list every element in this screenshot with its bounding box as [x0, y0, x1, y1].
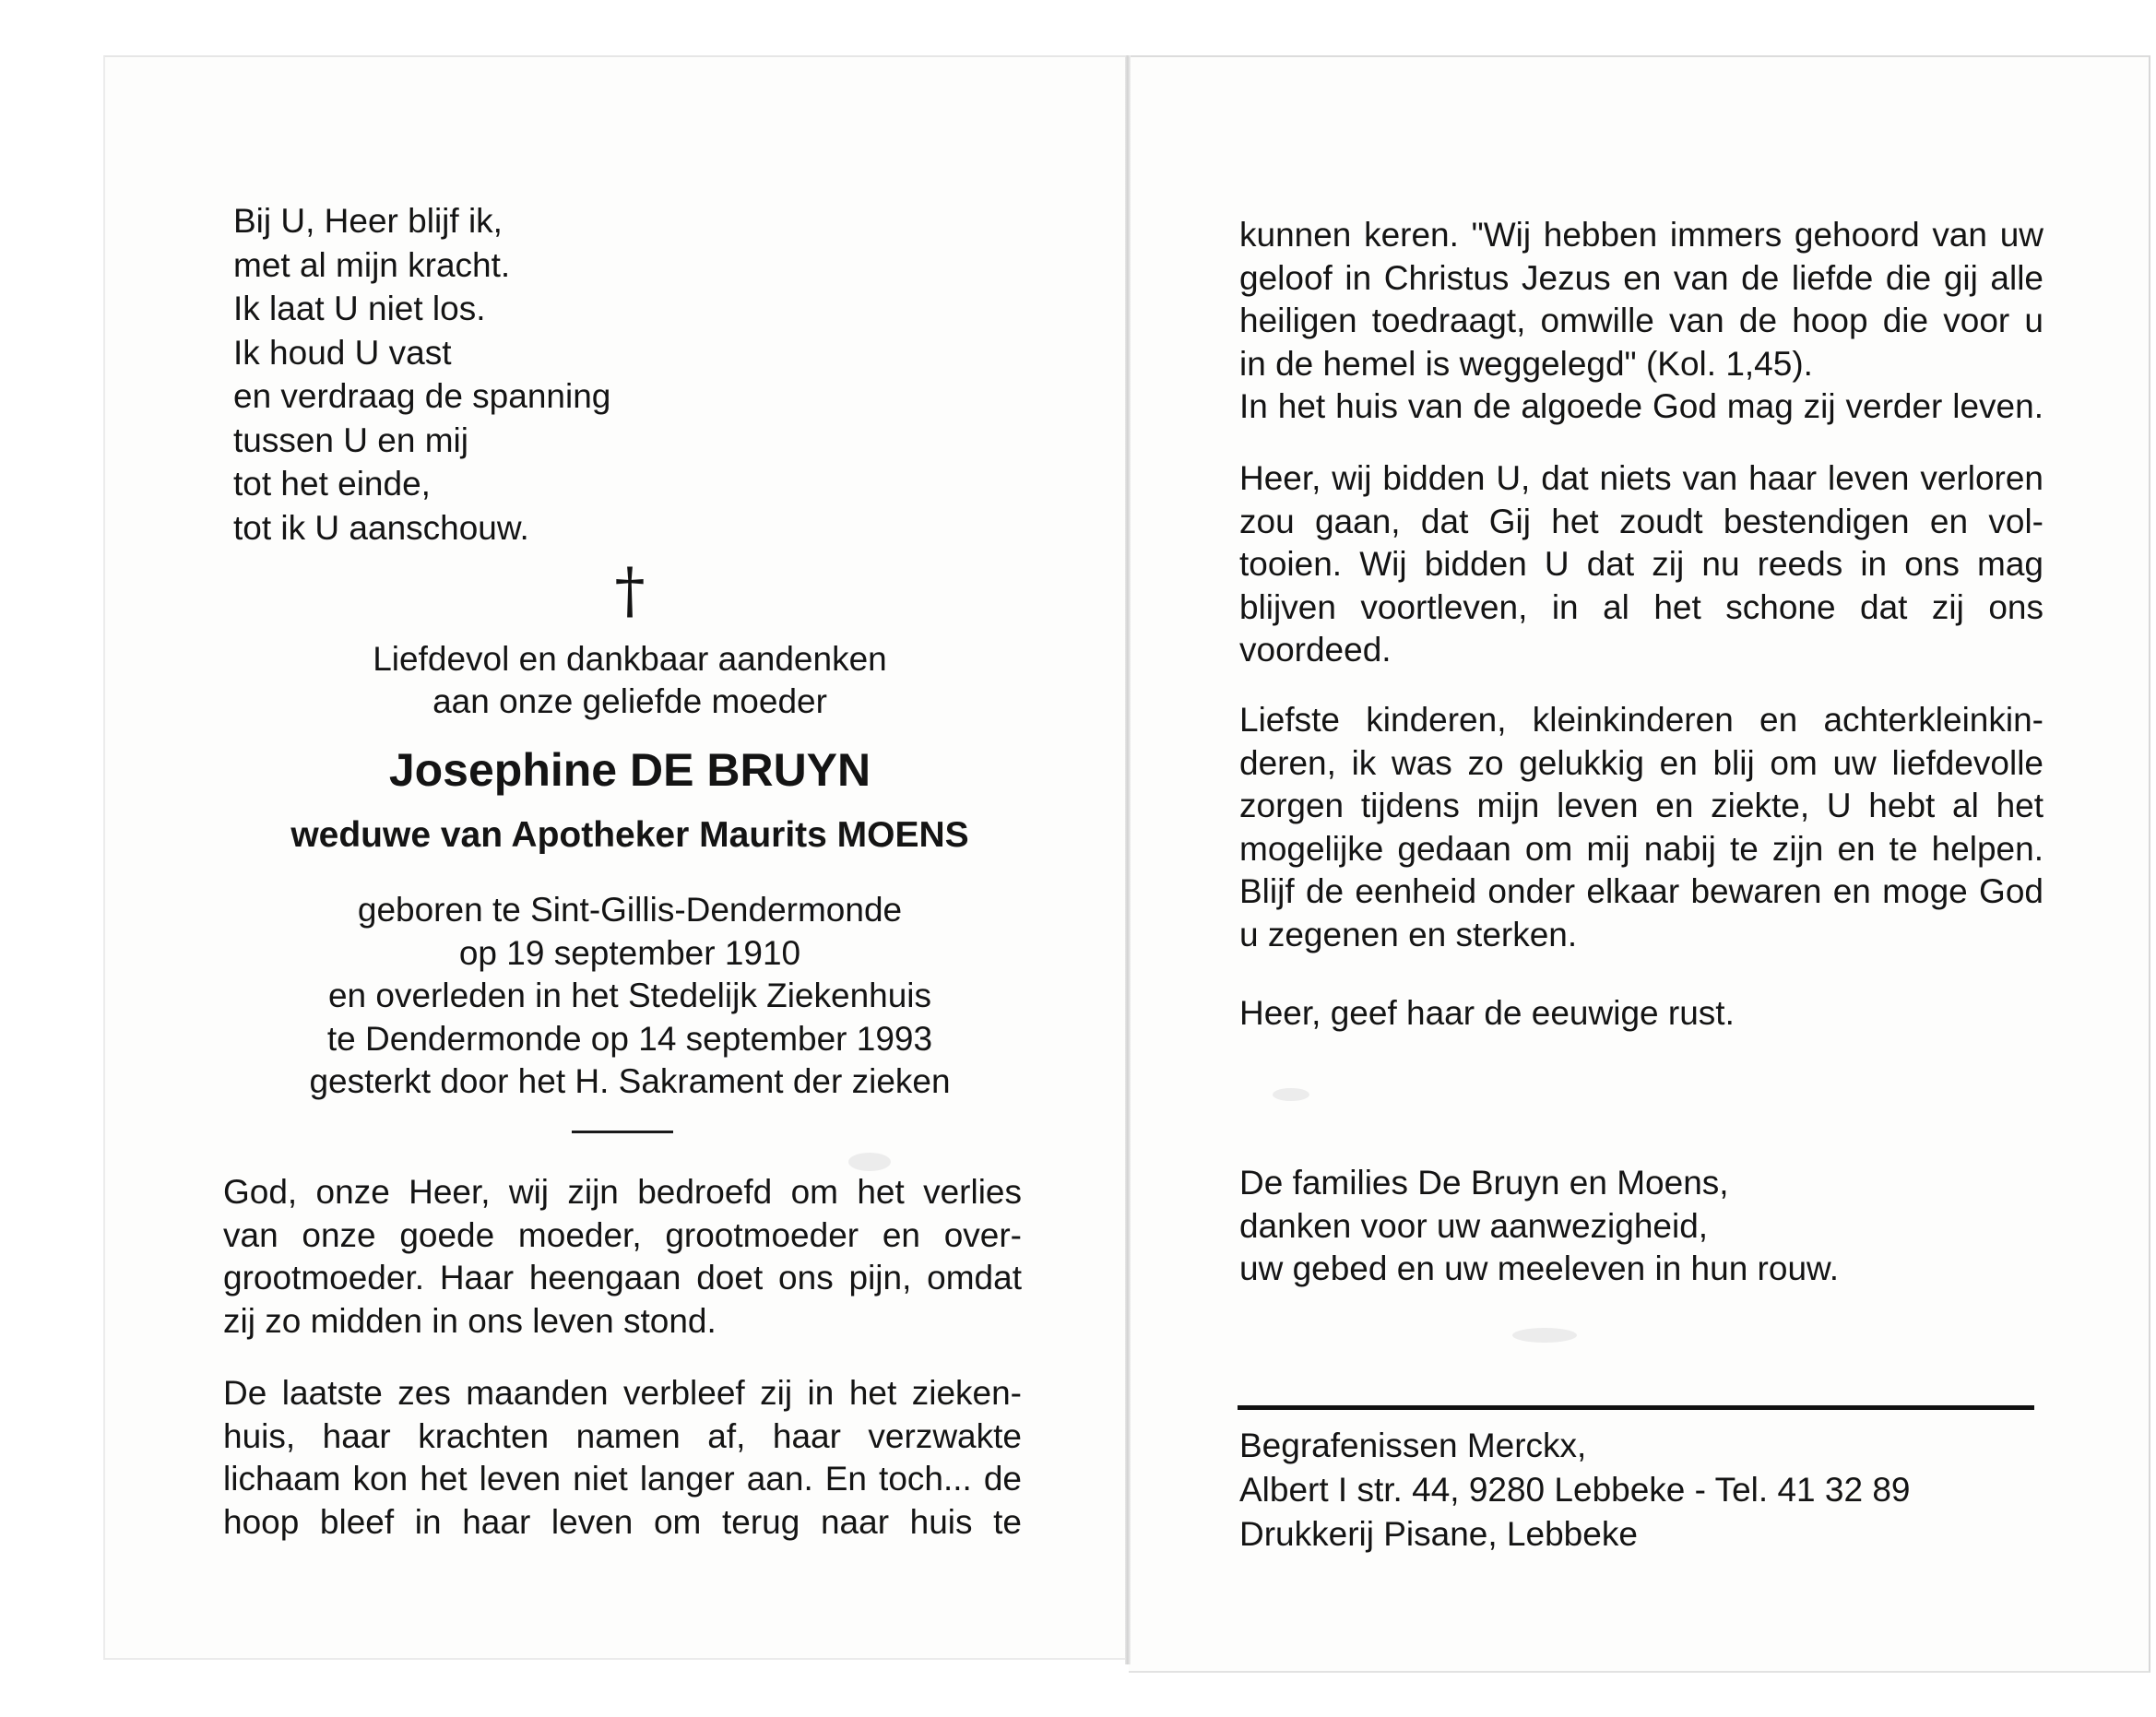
paragraph-line: heiligen toedraagt, omwille van de hoop die voor u — [1239, 302, 2043, 339]
poem-line: tussen U en mij — [233, 420, 468, 459]
poem-line: tot het einde, — [233, 465, 431, 503]
paragraph-line: Blijf de eenheid onder elkaar bewaren en moge God — [1239, 872, 2043, 910]
cross-icon: † — [614, 555, 646, 626]
paragraph-line: lichaam kon het leven niet langer aan. En toch... de — [223, 1460, 1022, 1498]
prayer — [1239, 992, 2043, 1036]
poem — [233, 199, 610, 550]
credits-divider — [1238, 1405, 2034, 1410]
poem-line: Ik houd U vast — [233, 333, 452, 372]
paragraph-line: zij zo midden in ons leven stond. — [223, 1301, 717, 1340]
deceased-name: Josephine DE BRUYN — [388, 744, 871, 796]
poem-line: met al mijn kracht. — [233, 245, 511, 284]
paragraph-line: voordeed. — [1239, 631, 1392, 669]
memorial-line: aan onze geliefde moeder — [432, 682, 827, 720]
paragraph-line: Heer, wij bidden U, dat niets van haar leven verloren — [1239, 459, 2043, 497]
paragraph-line: hoop bleef in haar leven om terug naar huis te — [223, 1502, 1022, 1541]
paragraph-line: geloof in Christus Jezus en van de liefde die gij alle — [1239, 258, 2043, 297]
detail-line: te Dendermonde op 14 september 1993 — [326, 1019, 933, 1058]
family-thanks — [1239, 1162, 2043, 1291]
widow-line: weduwe van Apotheker Maurits MOENS — [290, 815, 969, 855]
paragraph-line: In het huis van de algoede God mag zij verder leven. — [1239, 387, 2043, 425]
paragraph-line: blijven voortleven, in al het schone dat zij ons — [1239, 587, 2043, 626]
paragraph-line: deren, ik was zo gelukkig en blij om uw liefdevolle — [1239, 743, 2043, 782]
prayer-line: Heer, geef haar de eeuwige rust. — [1239, 994, 1735, 1032]
thanks-line: uw gebed en uw meeleven in hun rouw. — [1239, 1249, 1839, 1287]
paragraph-line: zou gaan, dat Gij het zoudt bestendigen en vol- — [1239, 502, 2043, 540]
right-paragraph-2 — [1239, 457, 2043, 672]
credit-line: Begrafenissen Merckx, — [1239, 1427, 1587, 1464]
paragraph-line: huis, haar krachten namen af, haar verzwakte — [223, 1416, 1022, 1455]
right-paragraph-3 — [1239, 699, 2043, 956]
paragraph-line: van onze goede moeder, grootmoeder en over- — [223, 1215, 1022, 1254]
paragraph-line: in de hemel is weggelegd" (Kol. 1,45). — [1239, 344, 1813, 383]
paragraph-line: grootmoeder. Haar heengaan doet ons pijn, omdat — [223, 1259, 1022, 1297]
left-paragraph-1 — [223, 1171, 1022, 1343]
paper-speckle — [1273, 1088, 1309, 1101]
paragraph-line: God, onze Heer, wij zijn bedroefd om het verlies — [223, 1173, 1022, 1211]
poem-line: Ik laat U niet los. — [233, 290, 486, 327]
thanks-line: danken voor uw aanwezigheid, — [1239, 1206, 1709, 1245]
detail-line: gesterkt door het H. Sakrament der zieken — [309, 1062, 951, 1100]
paragraph-line: kunnen keren. "Wij hebben immers gehoord van uw — [1239, 216, 2043, 254]
left-paragraph-2 — [223, 1372, 1022, 1544]
poem-line: tot ik U aanschouw. — [233, 508, 529, 547]
paragraph-line: Liefste kinderen, kleinkinderen en achterkleinkin- — [1239, 701, 2043, 739]
paper-speckle — [1512, 1328, 1577, 1343]
thanks-line: De families De Bruyn en Moens, — [1239, 1164, 1729, 1202]
birth-death-details — [207, 889, 1052, 1104]
credits — [1239, 1424, 2043, 1557]
memorial-intro — [207, 638, 1052, 723]
credit-line: Drukkerij Pisane, Lebbeke — [1239, 1515, 1638, 1553]
divider — [572, 1131, 673, 1133]
detail-line: op 19 september 1910 — [458, 933, 801, 972]
paper-speckle — [848, 1153, 891, 1171]
poem-line: en verdraag de spanning — [233, 377, 611, 415]
poem-line: Bij U, Heer blijf ik, — [233, 202, 503, 240]
paragraph-line: De laatste zes maanden verbleef zij in het zieken- — [223, 1374, 1022, 1412]
detail-line: en overleden in het Stedelijk Ziekenhuis — [327, 977, 932, 1014]
right-paragraph-1 — [1239, 214, 2043, 429]
card-fold — [1125, 55, 1131, 1664]
paragraph-line: tooien. Wij bidden U dat zij nu reeds in ons mag — [1239, 545, 2043, 583]
credit-line: Albert I str. 44, 9280 Lebbeke - Tel. 41 32 89 — [1239, 1471, 1911, 1509]
paragraph-line: mogelijke gedaan om mij nabij te zijn en te helpen. — [1239, 829, 2043, 868]
memorial-line: Liefdevol en dankbaar aandenken — [373, 640, 887, 678]
detail-line: geboren te Sint-Gillis-Dendermonde — [357, 891, 903, 929]
paragraph-line: u zegenen en sterken. — [1239, 915, 1578, 953]
paragraph-line: zorgen tijdens mijn leven en ziekte, U hebt al het — [1239, 787, 2043, 824]
